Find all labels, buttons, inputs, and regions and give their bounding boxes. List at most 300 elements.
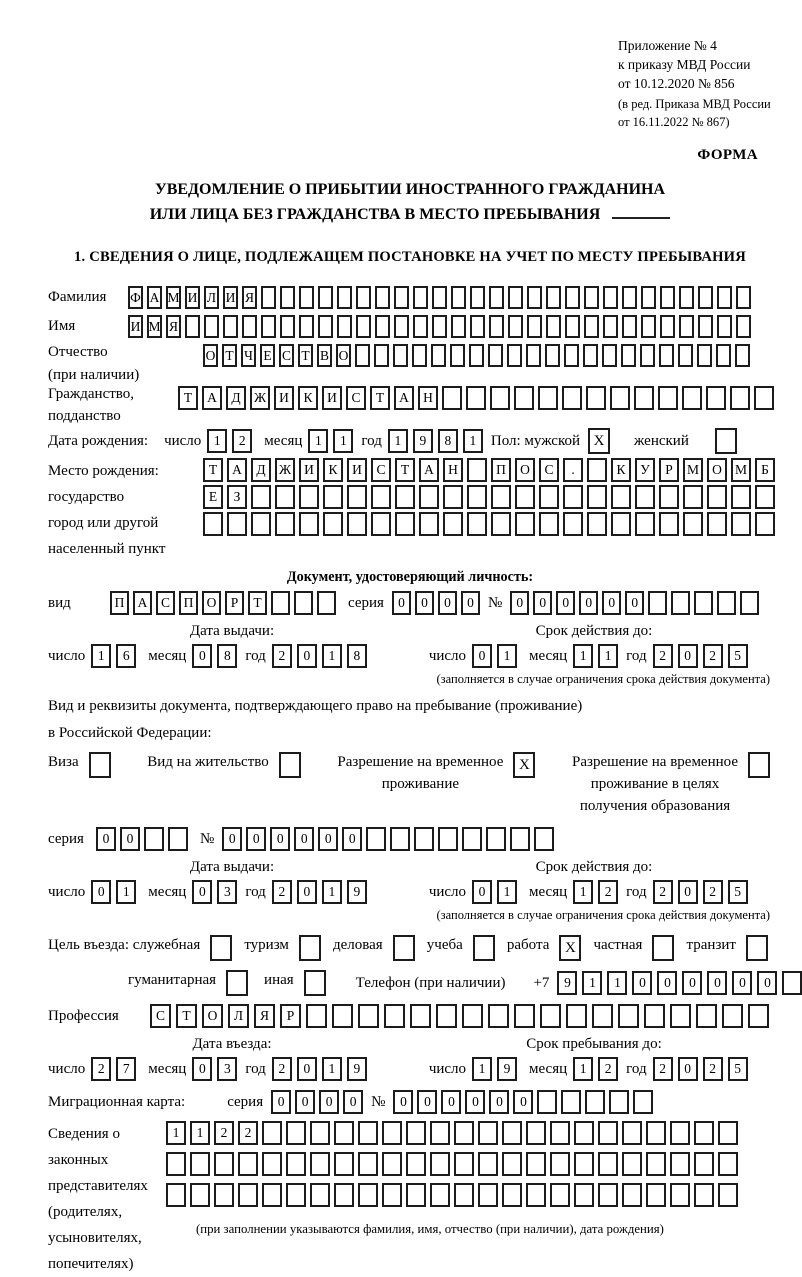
- char-cell[interactable]: [190, 1183, 210, 1207]
- char-cell[interactable]: [507, 344, 522, 367]
- char-cell[interactable]: С: [150, 1004, 171, 1028]
- char-cell[interactable]: 2: [703, 880, 723, 904]
- char-cell[interactable]: [262, 1152, 282, 1176]
- char-cell[interactable]: [356, 286, 371, 309]
- char-cell[interactable]: Л: [228, 1004, 249, 1028]
- purpose-business-trip-checkbox[interactable]: [210, 935, 232, 961]
- char-cell[interactable]: [356, 315, 371, 338]
- char-cell[interactable]: Н: [418, 386, 438, 410]
- char-cell[interactable]: [261, 286, 276, 309]
- char-cell[interactable]: [467, 458, 487, 482]
- char-cell[interactable]: Ч: [241, 344, 256, 367]
- char-cell[interactable]: [462, 1004, 483, 1028]
- char-cell[interactable]: [563, 485, 583, 509]
- visa-checkbox[interactable]: [89, 752, 111, 778]
- char-cell[interactable]: 0: [556, 591, 575, 615]
- char-cell[interactable]: [622, 315, 637, 338]
- char-cell[interactable]: 1: [573, 1057, 593, 1081]
- char-cell[interactable]: .: [563, 458, 583, 482]
- char-cell[interactable]: [562, 386, 582, 410]
- char-cell[interactable]: О: [202, 1004, 223, 1028]
- char-cell[interactable]: [718, 1183, 738, 1207]
- char-cell[interactable]: О: [515, 458, 535, 482]
- char-cell[interactable]: [410, 1004, 431, 1028]
- char-cell[interactable]: [670, 1152, 690, 1176]
- char-cell[interactable]: [527, 315, 542, 338]
- char-cell[interactable]: 2: [232, 429, 252, 453]
- char-cell[interactable]: [526, 1152, 546, 1176]
- char-cell[interactable]: [318, 286, 333, 309]
- char-cell[interactable]: 1: [573, 880, 593, 904]
- char-cell[interactable]: [755, 485, 775, 509]
- char-cell[interactable]: [395, 512, 415, 536]
- char-cell[interactable]: [538, 386, 558, 410]
- char-cell[interactable]: 0: [757, 971, 777, 995]
- char-cell[interactable]: [227, 512, 247, 536]
- char-cell[interactable]: [592, 1004, 613, 1028]
- char-cell[interactable]: 0: [222, 827, 242, 851]
- char-cell[interactable]: [261, 315, 276, 338]
- char-cell[interactable]: [318, 315, 333, 338]
- char-cell[interactable]: [406, 1183, 426, 1207]
- char-cell[interactable]: [574, 1183, 594, 1207]
- char-cell[interactable]: 9: [413, 429, 433, 453]
- char-cell[interactable]: [238, 1183, 258, 1207]
- char-cell[interactable]: [717, 315, 732, 338]
- char-cell[interactable]: 0: [392, 591, 411, 615]
- char-cell[interactable]: 8: [347, 644, 367, 668]
- char-cell[interactable]: [431, 344, 446, 367]
- char-cell[interactable]: [707, 485, 727, 509]
- char-cell[interactable]: [347, 485, 367, 509]
- char-cell[interactable]: С: [279, 344, 294, 367]
- char-cell[interactable]: [443, 512, 463, 536]
- char-cell[interactable]: [514, 1004, 535, 1028]
- char-cell[interactable]: 2: [653, 644, 673, 668]
- char-cell[interactable]: [622, 1183, 642, 1207]
- char-cell[interactable]: [730, 386, 750, 410]
- char-cell[interactable]: И: [299, 458, 319, 482]
- char-cell[interactable]: [375, 286, 390, 309]
- char-cell[interactable]: [678, 344, 693, 367]
- char-cell[interactable]: [414, 827, 434, 851]
- char-cell[interactable]: [731, 512, 751, 536]
- char-cell[interactable]: Е: [260, 344, 275, 367]
- char-cell[interactable]: [683, 512, 703, 536]
- char-cell[interactable]: [546, 315, 561, 338]
- char-cell[interactable]: 1: [91, 644, 111, 668]
- char-cell[interactable]: 8: [217, 644, 237, 668]
- char-cell[interactable]: 1: [582, 971, 602, 995]
- sex-female-checkbox[interactable]: [715, 428, 737, 454]
- char-cell[interactable]: 1: [333, 429, 353, 453]
- char-cell[interactable]: [393, 344, 408, 367]
- char-cell[interactable]: [611, 485, 631, 509]
- char-cell[interactable]: 0: [271, 1090, 291, 1114]
- char-cell[interactable]: [310, 1152, 330, 1176]
- char-cell[interactable]: 2: [272, 644, 292, 668]
- char-cell[interactable]: 9: [557, 971, 577, 995]
- char-cell[interactable]: [286, 1121, 306, 1145]
- char-cell[interactable]: [736, 286, 751, 309]
- char-cell[interactable]: [587, 512, 607, 536]
- char-cell[interactable]: Т: [298, 344, 313, 367]
- char-cell[interactable]: [262, 1121, 282, 1145]
- char-cell[interactable]: А: [227, 458, 247, 482]
- char-cell[interactable]: [566, 1004, 587, 1028]
- char-cell[interactable]: Я: [242, 286, 257, 309]
- char-cell[interactable]: 1: [322, 1057, 342, 1081]
- char-cell[interactable]: 0: [246, 827, 266, 851]
- char-cell[interactable]: [706, 386, 726, 410]
- char-cell[interactable]: А: [147, 286, 162, 309]
- char-cell[interactable]: [587, 458, 607, 482]
- char-cell[interactable]: [366, 827, 386, 851]
- char-cell[interactable]: [214, 1152, 234, 1176]
- char-cell[interactable]: [374, 344, 389, 367]
- char-cell[interactable]: [648, 591, 667, 615]
- char-cell[interactable]: 1: [322, 644, 342, 668]
- char-cell[interactable]: [526, 344, 541, 367]
- char-cell[interactable]: К: [298, 386, 318, 410]
- char-cell[interactable]: [564, 344, 579, 367]
- char-cell[interactable]: 1: [190, 1121, 210, 1145]
- char-cell[interactable]: [470, 315, 485, 338]
- char-cell[interactable]: [527, 286, 542, 309]
- char-cell[interactable]: И: [128, 315, 143, 338]
- char-cell[interactable]: [621, 344, 636, 367]
- char-cell[interactable]: [451, 286, 466, 309]
- char-cell[interactable]: Т: [222, 344, 237, 367]
- char-cell[interactable]: [618, 1004, 639, 1028]
- char-cell[interactable]: [682, 386, 702, 410]
- char-cell[interactable]: 0: [625, 591, 644, 615]
- char-cell[interactable]: 0: [657, 971, 677, 995]
- char-cell[interactable]: 2: [653, 1057, 673, 1081]
- char-cell[interactable]: [502, 1152, 522, 1176]
- char-cell[interactable]: [694, 591, 713, 615]
- char-cell[interactable]: [454, 1183, 474, 1207]
- char-cell[interactable]: 0: [318, 827, 338, 851]
- char-cell[interactable]: [190, 1152, 210, 1176]
- char-cell[interactable]: [271, 591, 290, 615]
- char-cell[interactable]: [603, 315, 618, 338]
- char-cell[interactable]: Р: [225, 591, 244, 615]
- char-cell[interactable]: [355, 344, 370, 367]
- char-cell[interactable]: [602, 344, 617, 367]
- char-cell[interactable]: [478, 1183, 498, 1207]
- char-cell[interactable]: [502, 1183, 522, 1207]
- char-cell[interactable]: 0: [294, 827, 314, 851]
- char-cell[interactable]: Р: [280, 1004, 301, 1028]
- char-cell[interactable]: [337, 286, 352, 309]
- char-cell[interactable]: [659, 344, 674, 367]
- char-cell[interactable]: [609, 1090, 629, 1114]
- char-cell[interactable]: [515, 512, 535, 536]
- char-cell[interactable]: У: [635, 458, 655, 482]
- char-cell[interactable]: [598, 1183, 618, 1207]
- char-cell[interactable]: [384, 1004, 405, 1028]
- char-cell[interactable]: [242, 315, 257, 338]
- char-cell[interactable]: [718, 1121, 738, 1145]
- char-cell[interactable]: 0: [602, 591, 621, 615]
- char-cell[interactable]: [550, 1183, 570, 1207]
- char-cell[interactable]: Т: [395, 458, 415, 482]
- char-cell[interactable]: [286, 1183, 306, 1207]
- char-cell[interactable]: [451, 315, 466, 338]
- char-cell[interactable]: [299, 512, 319, 536]
- char-cell[interactable]: 0: [632, 971, 652, 995]
- char-cell[interactable]: [574, 1121, 594, 1145]
- char-cell[interactable]: [432, 286, 447, 309]
- char-cell[interactable]: [371, 512, 391, 536]
- char-cell[interactable]: Р: [659, 458, 679, 482]
- char-cell[interactable]: Я: [166, 315, 181, 338]
- char-cell[interactable]: [641, 286, 656, 309]
- char-cell[interactable]: [430, 1152, 450, 1176]
- char-cell[interactable]: П: [491, 458, 511, 482]
- char-cell[interactable]: [694, 1183, 714, 1207]
- char-cell[interactable]: 5: [728, 880, 748, 904]
- char-cell[interactable]: [238, 1152, 258, 1176]
- char-cell[interactable]: 2: [214, 1121, 234, 1145]
- char-cell[interactable]: 5: [728, 1057, 748, 1081]
- char-cell[interactable]: П: [110, 591, 129, 615]
- char-cell[interactable]: [671, 591, 690, 615]
- char-cell[interactable]: [622, 1121, 642, 1145]
- char-cell[interactable]: 0: [438, 591, 457, 615]
- char-cell[interactable]: 0: [472, 880, 492, 904]
- char-cell[interactable]: [670, 1183, 690, 1207]
- char-cell[interactable]: [754, 386, 774, 410]
- char-cell[interactable]: [419, 512, 439, 536]
- char-cell[interactable]: [413, 315, 428, 338]
- char-cell[interactable]: З: [227, 485, 247, 509]
- char-cell[interactable]: [358, 1152, 378, 1176]
- char-cell[interactable]: 0: [441, 1090, 461, 1114]
- char-cell[interactable]: Я: [254, 1004, 275, 1028]
- char-cell[interactable]: О: [202, 591, 221, 615]
- char-cell[interactable]: [294, 591, 313, 615]
- char-cell[interactable]: 2: [703, 1057, 723, 1081]
- char-cell[interactable]: [565, 286, 580, 309]
- char-cell[interactable]: [382, 1183, 402, 1207]
- char-cell[interactable]: 0: [472, 644, 492, 668]
- char-cell[interactable]: [299, 485, 319, 509]
- char-cell[interactable]: И: [185, 286, 200, 309]
- char-cell[interactable]: Т: [248, 591, 267, 615]
- char-cell[interactable]: Л: [204, 286, 219, 309]
- char-cell[interactable]: 0: [295, 1090, 315, 1114]
- char-cell[interactable]: [275, 512, 295, 536]
- temp-residence-edu-checkbox[interactable]: [748, 752, 770, 778]
- char-cell[interactable]: [510, 827, 530, 851]
- char-cell[interactable]: [526, 1183, 546, 1207]
- char-cell[interactable]: 1: [607, 971, 627, 995]
- char-cell[interactable]: А: [394, 386, 414, 410]
- char-cell[interactable]: 6: [116, 644, 136, 668]
- char-cell[interactable]: [299, 286, 314, 309]
- char-cell[interactable]: [454, 1152, 474, 1176]
- char-cell[interactable]: [584, 286, 599, 309]
- char-cell[interactable]: [144, 827, 164, 851]
- char-cell[interactable]: [679, 286, 694, 309]
- char-cell[interactable]: [470, 286, 485, 309]
- char-cell[interactable]: [563, 512, 583, 536]
- char-cell[interactable]: [462, 827, 482, 851]
- char-cell[interactable]: 8: [438, 429, 458, 453]
- char-cell[interactable]: К: [323, 458, 343, 482]
- char-cell[interactable]: С: [156, 591, 175, 615]
- char-cell[interactable]: [436, 1004, 457, 1028]
- char-cell[interactable]: 1: [463, 429, 483, 453]
- char-cell[interactable]: [640, 344, 655, 367]
- char-cell[interactable]: [635, 512, 655, 536]
- char-cell[interactable]: [486, 827, 506, 851]
- char-cell[interactable]: [443, 485, 463, 509]
- char-cell[interactable]: И: [322, 386, 342, 410]
- char-cell[interactable]: 2: [653, 880, 673, 904]
- char-cell[interactable]: [323, 512, 343, 536]
- char-cell[interactable]: [546, 286, 561, 309]
- char-cell[interactable]: [334, 1152, 354, 1176]
- char-cell[interactable]: 1: [308, 429, 328, 453]
- char-cell[interactable]: [526, 1121, 546, 1145]
- char-cell[interactable]: 0: [192, 644, 212, 668]
- char-cell[interactable]: [412, 344, 427, 367]
- char-cell[interactable]: [203, 512, 223, 536]
- char-cell[interactable]: [585, 1090, 605, 1114]
- char-cell[interactable]: [450, 344, 465, 367]
- char-cell[interactable]: [574, 1152, 594, 1176]
- char-cell[interactable]: 0: [461, 591, 480, 615]
- char-cell[interactable]: [490, 386, 510, 410]
- char-cell[interactable]: 2: [703, 644, 723, 668]
- char-cell[interactable]: 0: [533, 591, 552, 615]
- char-cell[interactable]: М: [166, 286, 181, 309]
- char-cell[interactable]: [394, 315, 409, 338]
- char-cell[interactable]: 0: [96, 827, 116, 851]
- char-cell[interactable]: [310, 1183, 330, 1207]
- char-cell[interactable]: [489, 286, 504, 309]
- char-cell[interactable]: [658, 386, 678, 410]
- char-cell[interactable]: 0: [343, 1090, 363, 1114]
- char-cell[interactable]: [659, 512, 679, 536]
- char-cell[interactable]: [598, 1121, 618, 1145]
- char-cell[interactable]: [670, 1121, 690, 1145]
- char-cell[interactable]: [478, 1121, 498, 1145]
- char-cell[interactable]: 9: [347, 880, 367, 904]
- char-cell[interactable]: [534, 827, 554, 851]
- char-cell[interactable]: [659, 485, 679, 509]
- char-cell[interactable]: 3: [217, 1057, 237, 1081]
- char-cell[interactable]: [748, 1004, 769, 1028]
- char-cell[interactable]: 0: [393, 1090, 413, 1114]
- char-cell[interactable]: [545, 344, 560, 367]
- char-cell[interactable]: [550, 1121, 570, 1145]
- char-cell[interactable]: [168, 827, 188, 851]
- char-cell[interactable]: 1: [497, 880, 517, 904]
- char-cell[interactable]: 5: [728, 644, 748, 668]
- char-cell[interactable]: 1: [388, 429, 408, 453]
- char-cell[interactable]: [488, 1004, 509, 1028]
- char-cell[interactable]: 1: [573, 644, 593, 668]
- char-cell[interactable]: [223, 315, 238, 338]
- char-cell[interactable]: [280, 286, 295, 309]
- char-cell[interactable]: И: [347, 458, 367, 482]
- char-cell[interactable]: [358, 1004, 379, 1028]
- char-cell[interactable]: [469, 344, 484, 367]
- char-cell[interactable]: [755, 512, 775, 536]
- char-cell[interactable]: [395, 485, 415, 509]
- char-cell[interactable]: [286, 1152, 306, 1176]
- char-cell[interactable]: Н: [443, 458, 463, 482]
- char-cell[interactable]: [707, 512, 727, 536]
- char-cell[interactable]: Т: [370, 386, 390, 410]
- char-cell[interactable]: 0: [342, 827, 362, 851]
- char-cell[interactable]: А: [202, 386, 222, 410]
- purpose-business-checkbox[interactable]: [393, 935, 415, 961]
- char-cell[interactable]: М: [731, 458, 751, 482]
- char-cell[interactable]: [166, 1183, 186, 1207]
- char-cell[interactable]: О: [203, 344, 218, 367]
- char-cell[interactable]: О: [336, 344, 351, 367]
- char-cell[interactable]: М: [147, 315, 162, 338]
- char-cell[interactable]: М: [683, 458, 703, 482]
- char-cell[interactable]: 1: [166, 1121, 186, 1145]
- char-cell[interactable]: [334, 1183, 354, 1207]
- char-cell[interactable]: В: [317, 344, 332, 367]
- char-cell[interactable]: И: [223, 286, 238, 309]
- char-cell[interactable]: Т: [203, 458, 223, 482]
- char-cell[interactable]: Т: [178, 386, 198, 410]
- char-cell[interactable]: [641, 315, 656, 338]
- char-cell[interactable]: [736, 315, 751, 338]
- char-cell[interactable]: [716, 344, 731, 367]
- char-cell[interactable]: [539, 512, 559, 536]
- char-cell[interactable]: 9: [347, 1057, 367, 1081]
- char-cell[interactable]: [489, 315, 504, 338]
- char-cell[interactable]: [622, 286, 637, 309]
- char-cell[interactable]: [204, 315, 219, 338]
- char-cell[interactable]: [622, 1152, 642, 1176]
- purpose-other-checkbox[interactable]: [304, 970, 326, 996]
- char-cell[interactable]: [610, 386, 630, 410]
- char-cell[interactable]: С: [371, 458, 391, 482]
- char-cell[interactable]: [717, 591, 736, 615]
- char-cell[interactable]: [633, 1090, 653, 1114]
- char-cell[interactable]: [646, 1121, 666, 1145]
- char-cell[interactable]: [584, 315, 599, 338]
- char-cell[interactable]: [698, 286, 713, 309]
- char-cell[interactable]: 1: [598, 644, 618, 668]
- char-cell[interactable]: К: [611, 458, 631, 482]
- purpose-humanitarian-checkbox[interactable]: [226, 970, 248, 996]
- char-cell[interactable]: Т: [176, 1004, 197, 1028]
- char-cell[interactable]: 1: [207, 429, 227, 453]
- char-cell[interactable]: 3: [217, 880, 237, 904]
- char-cell[interactable]: 0: [732, 971, 752, 995]
- char-cell[interactable]: [332, 1004, 353, 1028]
- char-cell[interactable]: 0: [579, 591, 598, 615]
- char-cell[interactable]: 7: [116, 1057, 136, 1081]
- char-cell[interactable]: [740, 591, 759, 615]
- char-cell[interactable]: [454, 1121, 474, 1145]
- char-cell[interactable]: [515, 485, 535, 509]
- char-cell[interactable]: [611, 512, 631, 536]
- char-cell[interactable]: [598, 1152, 618, 1176]
- char-cell[interactable]: [382, 1152, 402, 1176]
